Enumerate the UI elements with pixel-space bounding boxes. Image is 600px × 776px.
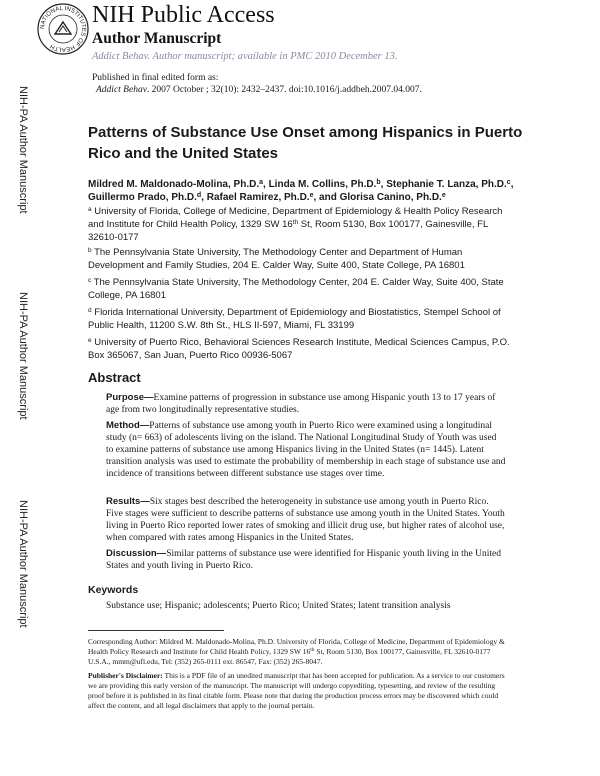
affiliation-d — [88, 306, 518, 332]
affiliation-text: University of Puerto Rico, Behavioral Sciences Research Institute, Medical Sciences Campus, P.O. Box 365067, San Juan, Puerto Rico 00936-5067 — [88, 337, 510, 361]
author-affiliation-mark: d — [196, 192, 202, 199]
affiliation-mark: d — [88, 307, 92, 314]
author-separator: , — [380, 179, 387, 190]
affiliation-mark: b — [88, 247, 92, 254]
pmc-availability-note: Addict Behav. Author manuscript; available in PMC 2010 December 13. — [92, 51, 398, 62]
author-name: Glorisa Canino, Ph.D. — [339, 192, 442, 203]
affiliation-mark: a — [88, 206, 92, 213]
author-separator: , and — [313, 192, 340, 203]
abstract-purpose — [106, 392, 506, 416]
affiliation-text: St, Room 5130, Box 100177, Gainesville, FL 32610-0177 — [88, 219, 488, 243]
affiliation-e — [88, 336, 518, 362]
journal-citation — [96, 84, 422, 96]
author-affiliation-mark: b — [376, 179, 381, 186]
corresponding-author-note — [88, 637, 508, 667]
abstract-method — [106, 420, 506, 480]
side-label-author-manuscript: NIH-PA Author Manuscript — [17, 86, 29, 214]
author-separator: , — [510, 179, 514, 190]
ordinal-suffix: th — [292, 219, 299, 226]
affiliation-mark: e — [88, 337, 92, 344]
author-affiliation-mark: c — [506, 179, 511, 186]
affiliation-b — [88, 246, 518, 272]
keywords-list: Substance use; Hispanic; adolescents; Puerto Rico; United States; latent transition analysis — [106, 601, 451, 611]
section-label: Method— — [106, 420, 150, 431]
author-name: Rafael Ramirez, Ph.D. — [206, 192, 310, 203]
nih-logo — [36, 2, 90, 56]
citation-details: . 2007 October ; 32(10): 2432–2437. doi:10.1016/j.addbeh.2007.04.007. — [146, 85, 422, 95]
section-text: Similar patterns of substance use were identified for Hispanic youth living in the United States and youth living in Puerto Rico. — [106, 549, 501, 571]
article-title: Patterns of Substance Use Onset among Hispanics in Puerto Rico and the United States — [88, 124, 523, 162]
corr-text: Corresponding Author: Mildred M. Maldonado-Molina, Ph.D. University of Florida, College of Medicine, Department of Epidemiology & Health Policy Research and Institute for Child Health Policy, 1329 SW 16 — [88, 637, 505, 656]
section-label: Purpose— — [106, 392, 154, 403]
author-list — [88, 178, 578, 204]
journal-name: Addict Behav — [96, 85, 147, 95]
affiliation-text: The Pennsylvania State University, The Methodology Center, 204 E. Calder Way, Suite 400, State College, PA 16801 — [88, 277, 504, 301]
section-label: Results— — [106, 496, 150, 507]
affiliation-c — [88, 276, 518, 302]
footnote-divider — [88, 630, 224, 631]
author-affiliation-mark: e — [441, 192, 446, 199]
disclaimer-label: Publisher's Disclaimer: — [88, 671, 163, 680]
author-name: Mildred M. Maldonado-Molina, Ph.D. — [88, 179, 260, 190]
abstract-discussion — [106, 548, 506, 572]
affiliation-text: The Pennsylvania State University, The Methodology Center and Department of Human Development and Family Studies, 204 E. Calder Way, Suite 400, State College, PA 16801 — [88, 247, 465, 271]
side-label-author-manuscript: NIH-PA Author Manuscript — [17, 500, 29, 628]
author-affiliation-mark: a — [259, 179, 264, 186]
keywords-heading: Keywords — [88, 584, 139, 596]
author-name: Stephanie T. Lanza, Ph.D. — [386, 179, 507, 190]
author-separator: , — [201, 192, 207, 203]
disclaimer-text: This is a PDF file of an unedited manuscript that has been accepted for publication. As a service to our customers we are providing this early version of the manuscript. The manuscript will undergo copyediting, typesetting, and review of the resulting proof before it is published in its final citable form. Please note that during the production process errors may be discovered which could affect the content, and all legal disclaimers that apply to the journal pertain. — [88, 671, 505, 710]
section-text: Examine patterns of progression in substance use among Hispanic youth 13 to 17 years of age from two longitudinally representative studies. — [106, 393, 496, 415]
logo-ring-text: NATIONAL INSTITUTES OF HEALTH — [39, 5, 87, 53]
abstract-results — [106, 496, 506, 544]
affiliation-text: University of Florida, College of Medicine, Department of Epidemiology & Health Policy Research and Institute for Child Health Policy, 1329 SW 16 — [88, 206, 503, 230]
ordinal-suffix: th — [310, 647, 315, 653]
svg-text:NATIONAL INSTITUTES OF HEALTH — [40, 6, 86, 52]
section-label: Discussion— — [106, 548, 167, 559]
corr-text: St, Room 5130, Box 100177, Gainesville, FL 32610-0177 U.S.A., mmm@ufl.edu, Tel: (352) 265-0111 ext. 86547, Fax: (352) 265-8047. — [88, 647, 491, 666]
author-separator: , — [263, 179, 269, 190]
affiliation-text: Florida International University, Department of Epidemiology and Biostatistics, Stempel School of Public Health, 11200 S.W. 8th St., HLS II-597, Miami, FL 33199 — [88, 307, 501, 331]
side-label-author-manuscript: NIH-PA Author Manuscript — [17, 292, 29, 420]
author-name: Guillermo Prado, Ph.D. — [88, 192, 197, 203]
publisher-disclaimer — [88, 671, 508, 711]
author-name: Linda M. Collins, Ph.D. — [268, 179, 377, 190]
published-label: Published in final edited form as: — [92, 73, 219, 83]
affiliation-a — [88, 205, 518, 244]
section-text: Patterns of substance use among youth in Puerto Rico were examined using a longitudinal study (n= 663) of adolescents living on the island. The National Longitudinal Study of Youth was used to examine patterns of substance use among Hispanics living in the United States (n= 1445). Latent transition analysis was used to estimate the probability of membership in each stage of substance use and incidence of transitions between different substance use stages over time. — [106, 421, 506, 479]
author-manuscript-label: Author Manuscript — [92, 30, 222, 47]
affiliation-mark: c — [88, 277, 92, 284]
nih-public-access-title: NIH Public Access — [92, 2, 275, 28]
abstract-heading: Abstract — [88, 370, 141, 385]
author-affiliation-mark: e — [309, 192, 314, 199]
section-text: Six stages best described the heterogeneity in substance use among youth in Puerto Rico. Five stages were sufficient to describe patterns of substance use among youth in the United States. Youth living in Puerto Rico reported lower rates of smoking and illicit drug use, but higher rates of alcohol use, when compared with rates among Hispanics in the United States. — [106, 497, 505, 543]
